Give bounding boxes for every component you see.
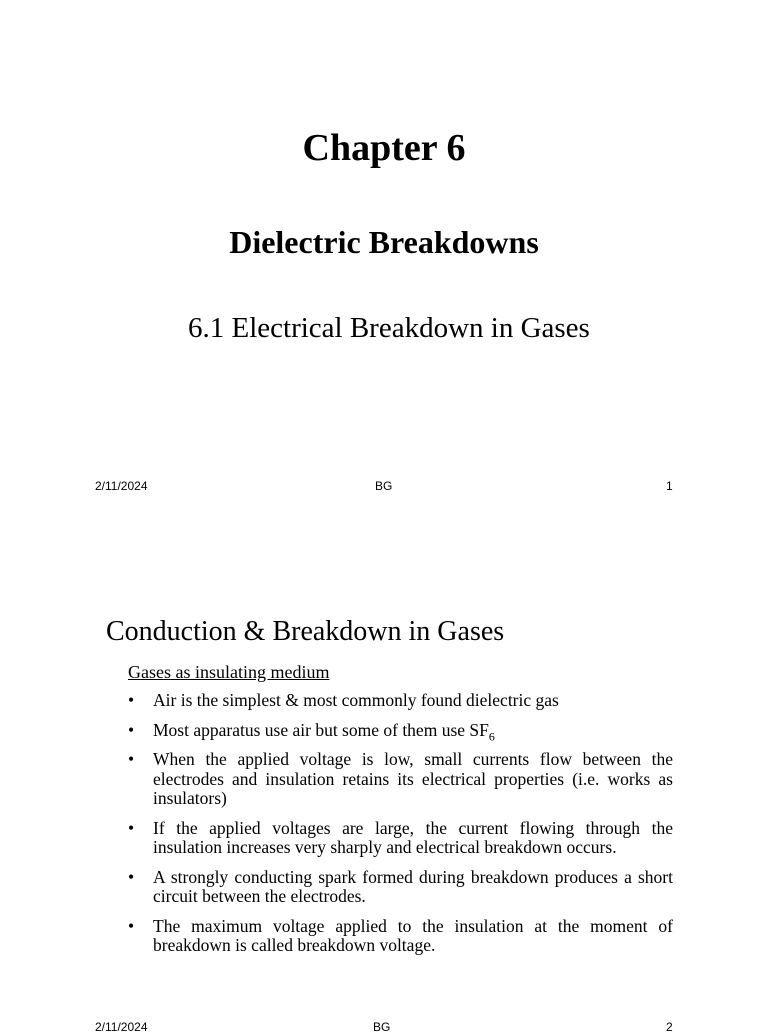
bullet-icon: • bbox=[128, 690, 135, 710]
section-title: 6.1 Electrical Breakdown in Gases bbox=[188, 312, 590, 344]
bullet-item bbox=[128, 819, 673, 858]
footer-page-number: 2 bbox=[666, 1020, 673, 1034]
bullet-text: The maximum voltage applied to the insulation at the moment of breakdown is called breakdown voltage. bbox=[153, 915, 673, 955]
bullet-icon: • bbox=[128, 866, 135, 887]
bullet-list bbox=[128, 691, 673, 966]
bullet-text: When the applied voltage is low, small currents flow between the electrodes and insulation retains its electrical properties (i.e. works as insulators) bbox=[153, 749, 673, 808]
footer-page-number: 1 bbox=[666, 479, 673, 493]
bullet-text: Air is the simplest & most commonly found dielectric gas bbox=[153, 690, 559, 710]
bullet-item bbox=[128, 721, 673, 741]
bullet-icon: • bbox=[128, 719, 135, 740]
bullet-text: A strongly conducting spark formed during breakdown produces a short circuit between the electrodes. bbox=[153, 866, 673, 906]
bullet-item bbox=[128, 868, 673, 907]
bullet-icon: • bbox=[128, 817, 135, 838]
bullet-text: If the applied voltages are large, the current flowing through the insulation increases very sharply and electrical breakdown occurs. bbox=[153, 817, 673, 857]
slide-subheading: Gases as insulating medium bbox=[128, 662, 330, 682]
subscript: 6 bbox=[488, 729, 495, 743]
bullet-item bbox=[128, 691, 673, 711]
slide-title: Conduction & Breakdown in Gases bbox=[106, 616, 505, 647]
bullet-text: Most apparatus use air but some of them use SF bbox=[153, 719, 489, 740]
bullet-icon: • bbox=[128, 749, 135, 769]
bullet-item bbox=[128, 750, 673, 809]
footer-date: 2/11/2024 bbox=[95, 1020, 148, 1034]
bullet-icon: • bbox=[128, 915, 135, 936]
footer-author: BG bbox=[373, 1020, 391, 1034]
footer-author: BG bbox=[375, 479, 393, 493]
slide-1 bbox=[0, 0, 768, 512]
chapter-title: Chapter 6 bbox=[302, 127, 466, 169]
chapter-subtitle: Dielectric Breakdowns bbox=[229, 224, 539, 260]
bullet-item bbox=[128, 917, 673, 956]
slide-2 bbox=[0, 560, 768, 1034]
footer-date: 2/11/2024 bbox=[95, 479, 148, 493]
